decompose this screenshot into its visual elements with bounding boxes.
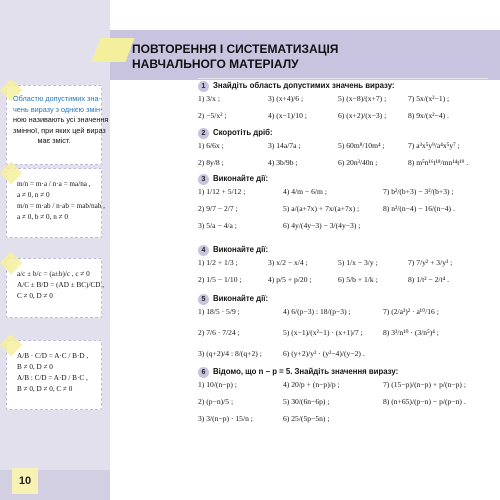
exercise-item: 2) (p−n)/5 ; bbox=[198, 397, 234, 406]
formula-line: A/C ± B/D = (AD ± BC)/CD , bbox=[17, 281, 105, 289]
exercise-item: 6) 4y/(4y−3) − 3/(4y−3) ; bbox=[283, 221, 361, 230]
exercise-item: 7) a³x⁵y⁹/a⁴x⁵y⁷ ; bbox=[408, 141, 460, 150]
exercise-item: 8) m⁵n¹⁶t¹⁸/mn¹⁴t¹⁹ . bbox=[408, 158, 469, 167]
exercise-item: 6) 20n³/40n ; bbox=[338, 158, 378, 167]
exercise-title: Виконайте дії: bbox=[213, 245, 269, 254]
exercise-item: 2) −5/x² ; bbox=[198, 111, 227, 120]
exercise-title: Відомо, що n − p = 5. Знайдіть значення виразу: bbox=[213, 367, 399, 376]
exercise-item: 2) 1/5 − 1/10 ; bbox=[198, 275, 242, 284]
definition-box bbox=[6, 85, 109, 165]
exercise-item: 4) p/5 + p/20 ; bbox=[268, 275, 312, 284]
exercise-item: 7) 7/y² + 3/y³ ; bbox=[408, 258, 453, 267]
exercise-item: 8) 9x/(x²−4) . bbox=[408, 111, 449, 120]
exercise-item: 3) x/2 − x/4 ; bbox=[268, 258, 308, 267]
formula-box bbox=[6, 258, 105, 318]
page-title bbox=[132, 42, 338, 72]
exercise-heading bbox=[198, 293, 268, 305]
exercise-title: Виконайте дії: bbox=[213, 174, 269, 183]
definition-line: ною називають усі значення bbox=[13, 115, 109, 124]
exercise-item: 2) 7/6 · 7/24 ; bbox=[198, 328, 240, 337]
formula-line: a ≠ 0, n ≠ 0 bbox=[17, 191, 50, 199]
exercise-item: 1) 10/(n−p) ; bbox=[198, 380, 237, 389]
page-number: 10 bbox=[12, 468, 38, 494]
formula-line: A/B : C/D = A·D / B·C , bbox=[17, 374, 88, 382]
definition-line: Областю допустимих зна- bbox=[13, 94, 101, 103]
exercise-title: Виконайте дії: bbox=[213, 294, 269, 303]
exercise-item: 8) (n+65)/(p−n) − p/(p−n) . bbox=[383, 397, 466, 406]
exercise-item: 2) 8y/8 ; bbox=[198, 158, 224, 167]
definition-line: чень виразу з однією змін- bbox=[13, 104, 103, 114]
exercise-item: 8) 3³/n¹⁰ · (3/n⁵)⁴ ; bbox=[383, 328, 439, 337]
exercise-number-badge: 2 bbox=[198, 128, 209, 139]
exercise-item: 7) (15−p)/(n−p) + p/(n−p) ; bbox=[383, 380, 466, 389]
exercise-item: 4) (x−1)/10 ; bbox=[268, 111, 307, 120]
exercise-item: 1) 1/12 + 5/12 ; bbox=[198, 187, 246, 196]
exercise-heading bbox=[198, 80, 395, 92]
exercise-item: 5) (x−8)/(x+7) ; bbox=[338, 94, 387, 103]
exercise-item: 7) (2/a³)² · a¹⁰/16 ; bbox=[383, 307, 439, 316]
exercise-number-badge: 5 bbox=[198, 294, 209, 305]
exercise-item: 1) 18/5 · 5/9 ; bbox=[198, 307, 240, 316]
header-divider bbox=[198, 78, 488, 79]
exercise-item: 1) 3/x ; bbox=[198, 94, 220, 103]
exercise-number-badge: 4 bbox=[198, 245, 209, 256]
formula-line: C ≠ 0, D ≠ 0 bbox=[17, 292, 53, 300]
exercise-title: Скоротіть дріб: bbox=[213, 128, 273, 137]
exercise-item: 3) (q+2)/4 : 8/(q+2) ; bbox=[198, 349, 262, 358]
exercise-heading bbox=[198, 127, 273, 139]
formula-box bbox=[6, 168, 105, 238]
exercise-heading bbox=[198, 173, 268, 185]
exercise-item: 6) 5/b + 1/k ; bbox=[338, 275, 378, 284]
formula-line: B ≠ 0, D ≠ 0 bbox=[17, 363, 53, 371]
exercise-item: 2) 9/7 − 2/7 ; bbox=[198, 204, 238, 213]
exercise-item: 4) 6/(p−3) : 18/(p−3) ; bbox=[283, 307, 351, 316]
exercise-item: 3) 14a/7a ; bbox=[268, 141, 301, 150]
formula-line: B ≠ 0, D ≠ 0, C ≠ 0 bbox=[17, 385, 73, 393]
exercise-item: 5) 60m⁸/10m⁴ ; bbox=[338, 141, 385, 150]
exercise-item: 5) a/(a+7x) + 7x/(a+7x) ; bbox=[283, 204, 360, 213]
exercise-item: 7) 5x/(x²−1) ; bbox=[408, 94, 450, 103]
title-line-1: ПОВТОРЕННЯ І СИСТЕМАТИЗАЦІЯ bbox=[132, 42, 339, 56]
exercise-item: 6) (x+2)/(x−3) ; bbox=[338, 111, 387, 120]
exercise-item: 1) 1/2 + 1/3 ; bbox=[198, 258, 238, 267]
exercise-item: 4) 4/m − 6/m ; bbox=[283, 187, 327, 196]
exercise-item: 8) n²/(n−4) − 16/(n−4) . bbox=[383, 204, 455, 213]
exercise-item: 6) 25/(5p−5n) ; bbox=[283, 414, 330, 423]
definition-line: змінної, при яких цей вираз bbox=[13, 125, 106, 135]
exercise-item: 7) b²/(b+3) − 3²/(b+3) ; bbox=[383, 187, 454, 196]
exercise-item: 3) 5/a − 4/a ; bbox=[198, 221, 237, 230]
exercise-title: Знайдіть область допустимих значень виразу: bbox=[213, 81, 395, 90]
exercise-item: 5) 30/(6n−6p) ; bbox=[283, 397, 330, 406]
exercise-item: 3) (x+4)/6 ; bbox=[268, 94, 304, 103]
exercise-item: 3) 3/(n−p) · 15/n ; bbox=[198, 414, 253, 423]
exercise-item: 4) 20/p + (n−p)/p ; bbox=[283, 380, 340, 389]
exercise-number-badge: 3 bbox=[198, 174, 209, 185]
exercise-item: 1) 6/6x ; bbox=[198, 141, 224, 150]
formula-line: a/c ± b/c = (a±b)/c , c ≠ 0 bbox=[17, 270, 90, 278]
formula-box bbox=[6, 340, 102, 410]
sidebar bbox=[0, 0, 110, 500]
exercise-number-badge: 6 bbox=[198, 367, 209, 378]
formula-line: a ≠ 0, b ≠ 0, n ≠ 0 bbox=[17, 213, 68, 221]
formula-line: A/B · C/D = A·C / B·D , bbox=[17, 352, 89, 360]
exercise-item: 8) 1/t² − 2/t⁴ . bbox=[408, 275, 450, 284]
exercise-heading bbox=[198, 244, 268, 256]
formula-line: m/n = m·a / n·a = ma/na , bbox=[17, 180, 91, 188]
exercise-heading bbox=[198, 366, 398, 378]
exercise-item: 6) (y+2)/y² · (y²−4)/(y−2) . bbox=[283, 349, 365, 358]
exercise-item: 4) 3b/9b ; bbox=[268, 158, 298, 167]
formula-line: m/n = m·ab / n·ab = mab/nab , bbox=[17, 202, 105, 210]
title-line-2: НАВЧАЛЬНОГО МАТЕРІАЛУ bbox=[132, 57, 299, 71]
exercise-item: 5) (x−1)/(x²−1) · (x+1)/7 ; bbox=[283, 328, 363, 337]
exercise-item: 5) 1/x − 3/y ; bbox=[338, 258, 378, 267]
exercise-number-badge: 1 bbox=[198, 81, 209, 92]
definition-line: має зміст. bbox=[37, 136, 71, 145]
